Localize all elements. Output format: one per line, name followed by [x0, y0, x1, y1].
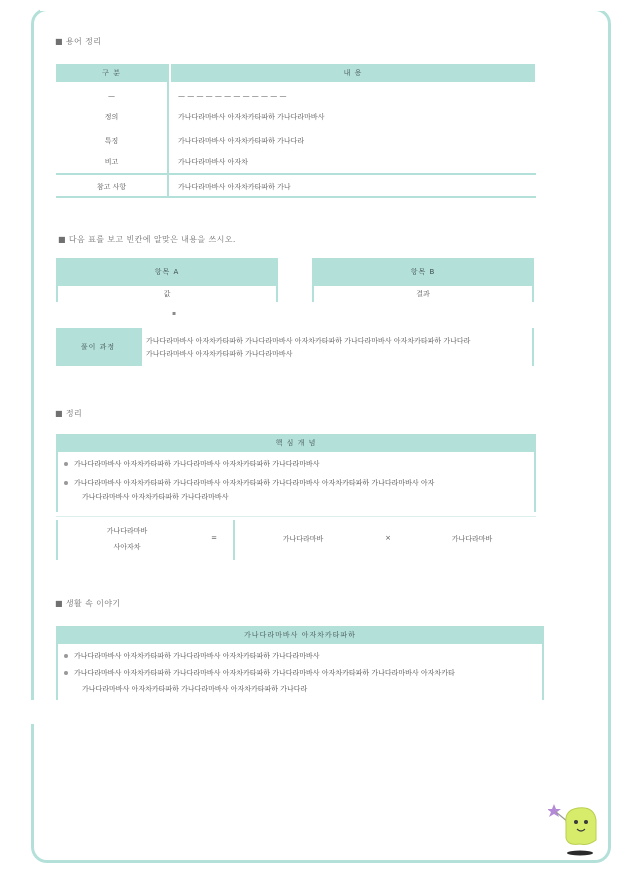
section1-row4-left: 비고	[104, 158, 119, 166]
formula-operator-equals: =	[211, 534, 217, 542]
section2-title: ■ 다음 표를 보고 빈칸에 알맞은 내용을 쓰시오.	[58, 235, 236, 244]
section1-bottom-rule	[56, 196, 536, 198]
section4-header: 가나다라마바사 아자차카타파하	[56, 626, 544, 644]
section4-bullet2: 가나다라마바사 아자차카타파하 가나다라마바사 아자차카타파하 가나다라마바사 아자차카타파하 가나다라마바사 아자차카타	[64, 668, 538, 678]
section1-row4-right: 가나다라마바사 아자차	[178, 158, 248, 166]
mascot-body	[566, 808, 596, 845]
formula-right: 가나다라마바	[451, 535, 493, 543]
section1-row3-left: 특징	[104, 137, 119, 145]
section2-text-line1: 가나다라마바사 아자차카타파하 가나다라마바사 아자차카타파하 가나다라마바사 아자차카타파하 가나다라	[146, 337, 471, 345]
section1-row1-left: —	[108, 92, 115, 100]
section3-title: ■ 정리	[55, 409, 83, 418]
section1-rule	[56, 173, 536, 175]
bullet-dot-icon	[64, 671, 68, 675]
section4-bullet1: 가나다라마바사 아자차카타파하 가나다라마바사 아자차카타파하 가나다라마바사	[64, 651, 538, 661]
section2-label: 풀이 과정	[56, 328, 140, 366]
section1-row5-right: 가나다라마바사 아자차카타파하 가나	[178, 183, 291, 191]
section2-box-right-header: 항목 B	[312, 258, 534, 286]
section1-row5-left: 참고 사항	[96, 183, 127, 191]
formula-left-line2: 사아자차	[113, 543, 141, 551]
section2-small-mark: ▪	[172, 310, 177, 317]
section1-divider	[167, 64, 169, 198]
formula-operator-times: ×	[385, 534, 391, 542]
bullet-dot-icon	[64, 481, 68, 485]
section1-row1-right: — — — — — — — — — — — —	[178, 92, 287, 100]
formula-left-line1: 가나다라마바	[106, 527, 148, 535]
section2-box-left-header: 항목 A	[56, 258, 278, 286]
section2-text-line2: 가나다라마바사 아자차카타파하 가나다라마바사	[146, 350, 293, 358]
section1-row3-right: 가나다라마바사 아자차카타파하 가나다라	[178, 137, 305, 145]
bullet-dot-icon	[64, 654, 68, 658]
formula-middle: 가나다라마바	[282, 535, 324, 543]
section3-bullet1: 가나다라마바사 아자차카타파하 가나다라마바사 아자차카타파하 가나다라마바사	[64, 459, 530, 469]
section1-row2-left: 정의	[104, 113, 119, 121]
section4-bullet2-cont: 가나다라마바사 아자차카타파하 가나다라마바사 아자차카타파하 가나다라	[82, 685, 308, 693]
section3-header: 핵 심 개 념	[56, 434, 536, 452]
section3-bullet2: 가나다라마바사 아자차카타파하 가나다라마바사 아자차카타파하 가나다라마바사 아자차카타파하 가나다라마바사 아자	[64, 478, 530, 488]
bullet-dot-icon	[64, 462, 68, 466]
section1-title: ■ 용어 정리	[55, 37, 102, 46]
section3-bullet2-cont: 가나다라마바사 아자차카타파하 가나다라마바사	[82, 493, 229, 501]
section2-box-right-value: 결과	[416, 290, 430, 298]
mascot-shadow	[567, 851, 593, 856]
section2-box-left-value: 값	[163, 290, 171, 298]
mascot-icon	[548, 796, 610, 858]
section4-title: ■ 생활 속 이야기	[55, 599, 121, 608]
section1-header-right: 내 용	[171, 64, 535, 82]
section1-header-left: 구 분	[56, 64, 167, 82]
section1-row2-right: 가나다라마바사 아자차카타파하 가나다라마바사	[178, 113, 325, 121]
